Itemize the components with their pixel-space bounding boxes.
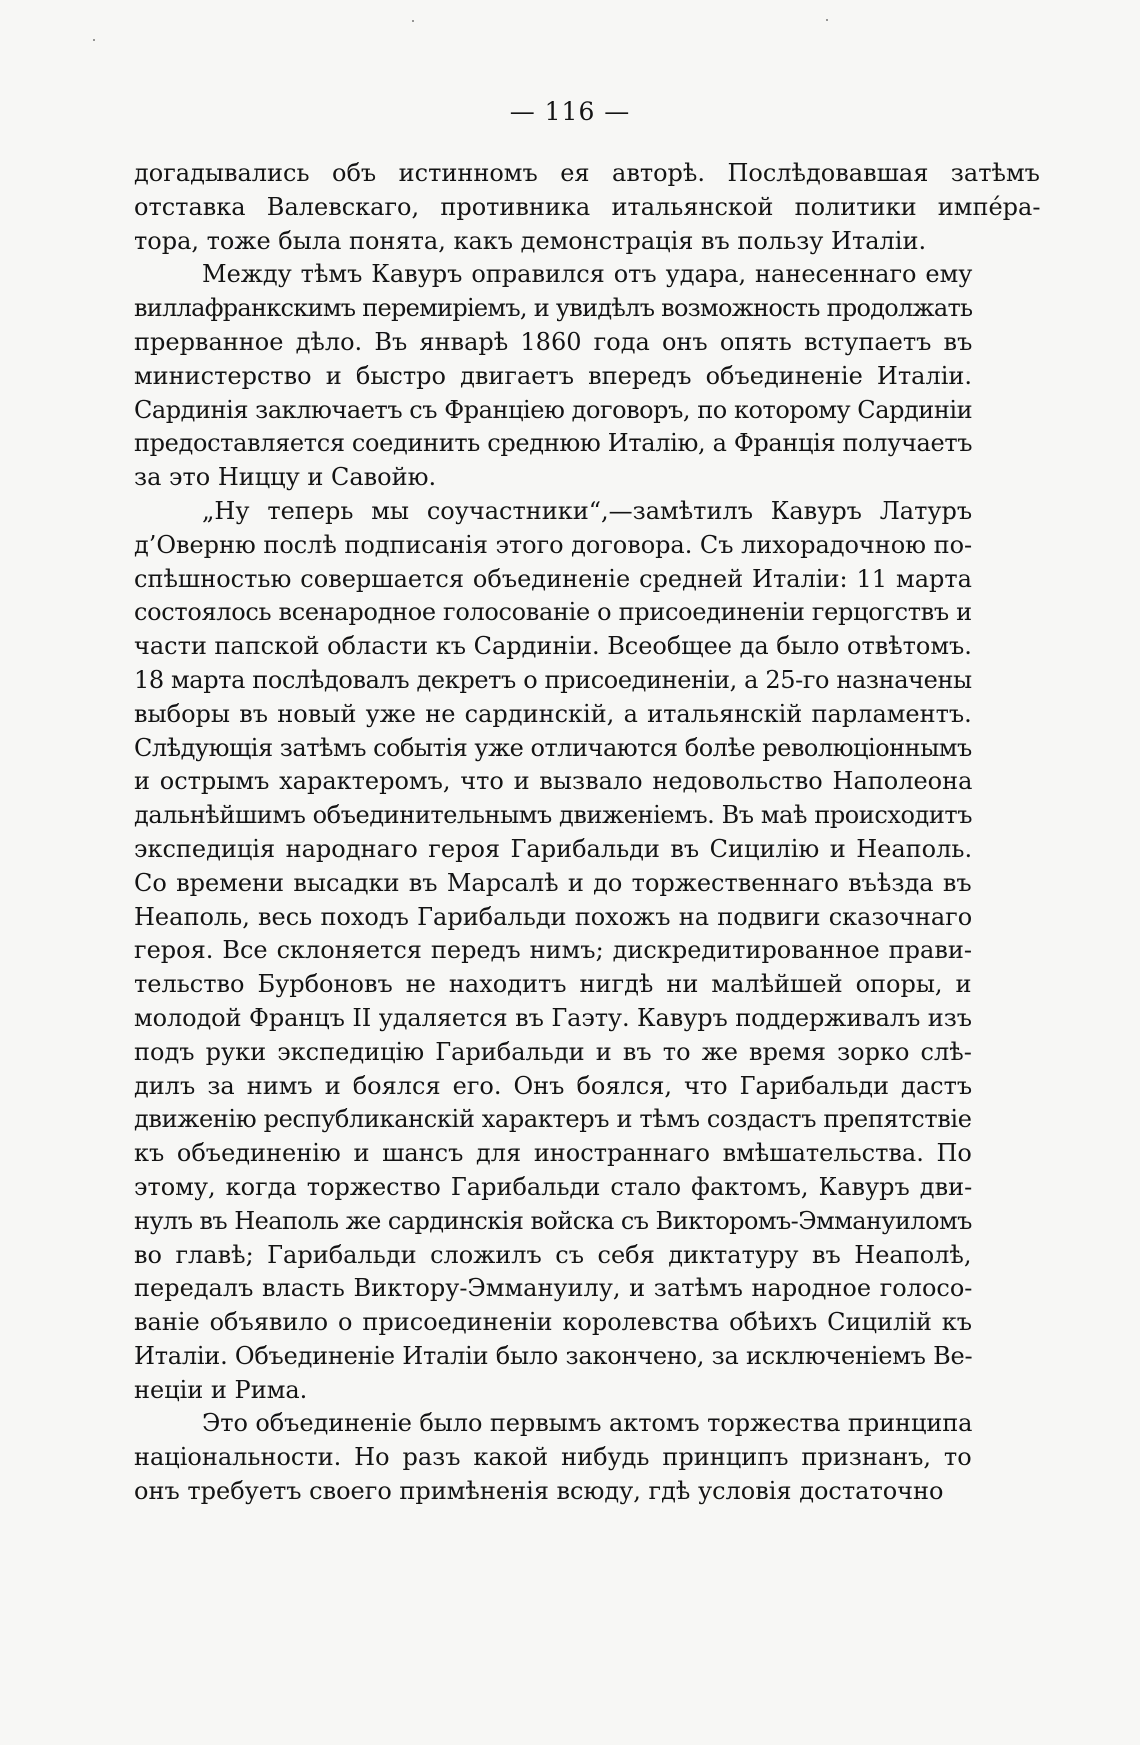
text-line: Сардинія заключаетъ съ Франціею договоръ, по которому Сардиніи [134, 395, 973, 424]
text-line: національности. Но разъ какой нибудь принципъ признанъ, то [134, 1443, 972, 1472]
text-line: за это Ниццу и Савойю. [134, 463, 437, 492]
text-line: выборы въ новый уже не сардинскій, а итальянскій парламентъ. [134, 699, 972, 728]
text-line: дилъ за нимъ и боялся его. Онъ боялся, что Гарибальди дастъ [134, 1071, 973, 1100]
text-line: „Ну теперь мы соучастники“,—замѣтилъ Кавуръ Латуръ [202, 496, 973, 525]
paragraph [134, 495, 1040, 1408]
text-line: дальнѣйшимъ объединительнымъ движеніемъ. Въ маѣ происходитъ [134, 801, 973, 830]
text-line: передалъ власть Виктору-Эммануилу, и затѣмъ народное голосо- [134, 1274, 973, 1303]
text-line: неціи и Рима. [134, 1375, 308, 1404]
text-line: экспедиція народнаго героя Гарибальди въ Сицилію и Неаполь. [134, 834, 973, 863]
text-line: героя. Все склоняется передъ нимъ; дискредитированное прави- [134, 936, 972, 965]
scan-speck [93, 39, 95, 41]
text-line: нулъ въ Неаполь же сардинскія войска съ Викторомъ-Эммануиломъ [134, 1206, 972, 1235]
text-line: министерство и быстро двигаетъ впередъ объединеніе Италіи. [134, 361, 972, 390]
body-text [134, 157, 1040, 1509]
text-line: этому, когда торжество Гарибальди стало фактомъ, Кавуръ дви- [134, 1172, 973, 1201]
text-line: Италіи. Объединеніе Италіи было закончено, за исключеніемъ Ве- [134, 1341, 973, 1370]
text-line: Со времени высадки въ Марсалѣ и до торжественнаго въѣзда въ [134, 868, 972, 897]
text-line: Между тѣмъ Кавуръ оправился отъ удара, нанесеннаго ему [202, 260, 973, 289]
text-line: состоялось всенародное голосованіе о присоединеніи герцогствъ и [134, 598, 972, 627]
text-line: 18 марта послѣдовалъ декретъ о присоединеніи, а 25-го назначены [134, 665, 972, 694]
text-line: догадывались объ истинномъ ея авторѣ. Послѣдовавшая затѣмъ [134, 159, 1040, 187]
scan-speck [412, 20, 414, 22]
text-line: виллафранкскимъ перемиріемъ, и увидѣлъ возможность продолжать [134, 294, 973, 323]
text-line: части папской области къ Сардиніи. Всеобщее да было отвѣтомъ. [134, 632, 972, 661]
text-line: ваніе объявило о присоединеніи королевства обѣихъ Сицилій къ [134, 1308, 973, 1337]
text-line: онъ требуетъ своего примѣненія всюду, гдѣ условія достаточно [134, 1477, 944, 1506]
text-line: отставка Валевскаго, противника итальянской политики импе́ра- [134, 192, 1040, 221]
page-number: — 116 — [509, 97, 631, 126]
text-line: тельство Бурбоновъ не находитъ нигдѣ ни малѣйшей опоры, и [134, 970, 972, 999]
paragraph [134, 258, 1040, 495]
text-line: молодой Францъ II удаляется въ Гаэту. Кавуръ поддерживалъ изъ [134, 1003, 972, 1032]
paragraph [134, 1407, 1040, 1508]
text-line: движенію республиканскій характеръ и тѣмъ создастъ препятствіе [134, 1105, 972, 1134]
text-line: во главѣ; Гарибальди сложилъ съ себя диктатуру въ Неаполѣ, [134, 1240, 972, 1269]
text-line: спѣшностью совершается объединеніе средней Италіи: 11 марта [134, 564, 972, 593]
text-line: Слѣдующія затѣмъ событія уже отличаются болѣе революціоннымъ [134, 733, 972, 762]
scan-speck [826, 19, 828, 21]
text-line: д’Оверню послѣ подписанія этого договора. Съ лихорадочною по- [134, 530, 973, 559]
text-line: Неаполь, весь походъ Гарибальди похожъ на подвиги сказочнаго [134, 902, 973, 931]
text-line: Это объединеніе было первымъ актомъ торжества принципа [202, 1409, 973, 1438]
paragraph [134, 157, 1040, 258]
text-line: подъ руки экспедицію Гарибальди и въ то же время зорко слѣ- [134, 1037, 972, 1066]
text-line: къ объединенію и шансъ для иностраннаго вмѣшательства. По [134, 1139, 972, 1168]
text-line: и острымъ характеромъ, что и вызвало недовольство Наполеона [134, 767, 973, 796]
text-line: тора, тоже была понята, какъ демонстрація въ пользу Италіи. [134, 226, 927, 255]
text-line: прерванное дѣло. Въ январѣ 1860 года онъ опять вступаетъ въ [134, 327, 973, 356]
text-line: предоставляется соединить среднюю Италію, а Франція получаетъ [134, 429, 973, 458]
